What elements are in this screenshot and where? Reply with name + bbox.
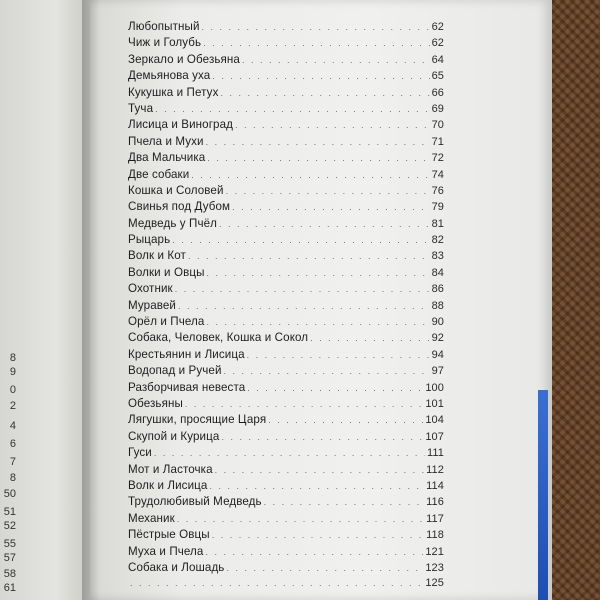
toc-entry bbox=[128, 331, 444, 347]
toc-entry bbox=[128, 53, 444, 69]
toc-dot-leader bbox=[191, 170, 429, 180]
toc-entry bbox=[128, 413, 444, 429]
toc-entry-page: 83 bbox=[431, 250, 444, 263]
toc-dot-leader bbox=[155, 104, 429, 114]
toc-entry-title: Муха и Пчела bbox=[128, 544, 204, 558]
toc-entry-title: Волк и Лисица bbox=[128, 478, 208, 492]
toc-entry-page: 62 bbox=[431, 37, 444, 50]
toc-entry bbox=[128, 168, 444, 184]
toc-dot-leader bbox=[232, 202, 429, 212]
toc-dot-leader bbox=[206, 137, 430, 147]
toc-entry-title: Зеркало и Обезьяна bbox=[128, 52, 240, 66]
left-page-number: 61 bbox=[3, 582, 16, 594]
toc-entry bbox=[128, 217, 444, 233]
toc-entry-title: Охотник bbox=[128, 282, 173, 296]
toc-entry-page: 81 bbox=[431, 217, 444, 230]
toc-dot-leader bbox=[130, 578, 423, 588]
toc-entry-page: 107 bbox=[425, 430, 444, 443]
toc-entry-page: 111 bbox=[426, 447, 444, 460]
toc-entry-title: Механик bbox=[128, 511, 175, 525]
toc-dot-leader bbox=[220, 88, 429, 98]
toc-dot-leader bbox=[242, 55, 430, 65]
book-gutter bbox=[82, 0, 100, 600]
toc-entry bbox=[128, 249, 444, 265]
toc-entry-page: 69 bbox=[431, 102, 444, 115]
toc-entry-page: 94 bbox=[431, 348, 444, 361]
toc-entry bbox=[128, 282, 444, 298]
toc-entry-title: Муравей bbox=[128, 298, 177, 312]
toc-dot-leader bbox=[207, 153, 429, 163]
toc-entry-title: Кошка и Соловей bbox=[128, 183, 224, 197]
table-of-contents bbox=[128, 20, 444, 594]
toc-entry-title: Медведь у Пчёл bbox=[128, 216, 217, 230]
toc-entry bbox=[128, 69, 444, 85]
toc-entry-page: 114 bbox=[426, 479, 444, 492]
toc-entry-title: Демьянова уха bbox=[128, 69, 211, 83]
toc-entry bbox=[128, 20, 444, 36]
left-page-number: 6 bbox=[9, 438, 16, 450]
left-page-number: 0 bbox=[9, 384, 16, 396]
toc-dot-leader bbox=[219, 219, 430, 229]
toc-entry bbox=[128, 561, 444, 577]
toc-dot-leader bbox=[226, 186, 430, 196]
toc-entry-page: 90 bbox=[431, 316, 444, 329]
left-page-number: 9 bbox=[9, 366, 16, 378]
toc-entry-page: 104 bbox=[425, 414, 444, 427]
toc-dot-leader bbox=[172, 235, 429, 245]
toc-entry bbox=[128, 266, 444, 282]
toc-entry-page: 62 bbox=[431, 21, 444, 33]
toc-entry-title: Пёстрые Овцы bbox=[128, 528, 210, 542]
toc-entry-page: 117 bbox=[426, 512, 444, 525]
toc-dot-leader bbox=[226, 563, 423, 573]
toc-entry-page: 121 bbox=[425, 545, 444, 558]
toc-dot-leader bbox=[209, 481, 424, 491]
toc-entry bbox=[128, 446, 444, 462]
toc-entry-title: Крестьянин и Лисица bbox=[128, 347, 245, 361]
toc-entry bbox=[128, 512, 444, 528]
left-page-number: 58 bbox=[3, 568, 16, 580]
toc-entry bbox=[128, 430, 444, 446]
toc-entry-page: 79 bbox=[431, 201, 444, 214]
toc-entry-title: Гуси bbox=[128, 446, 152, 460]
toc-entry-title: Разборчивая невеста bbox=[128, 380, 246, 394]
toc-dot-leader bbox=[188, 251, 430, 261]
toc-entry bbox=[128, 315, 444, 331]
toc-dot-leader bbox=[206, 317, 429, 327]
toc-dot-leader bbox=[185, 399, 423, 409]
toc-entry-page: 88 bbox=[431, 299, 444, 312]
toc-entry-title: Обезьяны bbox=[128, 396, 183, 410]
toc-entry bbox=[128, 397, 444, 413]
toc-entry-page: 65 bbox=[431, 70, 444, 83]
toc-dot-leader bbox=[247, 383, 423, 393]
toc-dot-leader bbox=[212, 71, 429, 81]
toc-entry-page: 97 bbox=[431, 365, 444, 378]
left-page-number: 57 bbox=[3, 552, 16, 564]
toc-entry-title: Волки и Овцы bbox=[128, 265, 205, 279]
toc-entry-page: 100 bbox=[425, 381, 444, 394]
toc-entry bbox=[128, 381, 444, 397]
left-page-number: 7 bbox=[9, 456, 16, 468]
toc-entry-title: Собака, Человек, Кошка и Сокол bbox=[128, 331, 309, 345]
toc-entry-page: 112 bbox=[426, 463, 444, 476]
toc-entry bbox=[128, 577, 444, 593]
toc-dot-leader bbox=[221, 432, 423, 442]
toc-entry bbox=[128, 118, 444, 134]
toc-dot-leader bbox=[235, 120, 430, 130]
toc-entry bbox=[128, 200, 444, 216]
toc-entry-page: 74 bbox=[431, 168, 444, 181]
toc-dot-leader bbox=[154, 448, 425, 458]
toc-entry bbox=[128, 364, 444, 380]
toc-entry-title: Свинья под Дубом bbox=[128, 200, 231, 214]
toc-entry bbox=[128, 86, 444, 102]
toc-entry bbox=[128, 184, 444, 200]
toc-dot-leader bbox=[177, 514, 424, 524]
toc-entry-title: Волк и Кот bbox=[128, 249, 186, 263]
toc-dot-leader bbox=[203, 38, 429, 48]
toc-entry-page: 84 bbox=[431, 266, 444, 279]
left-page-number: 50 bbox=[3, 488, 16, 500]
toc-entry-page: 71 bbox=[431, 135, 444, 148]
toc-entry-page: 64 bbox=[431, 53, 444, 66]
toc-entry bbox=[128, 151, 444, 167]
left-page-number: 8 bbox=[9, 352, 16, 364]
toc-entry bbox=[128, 36, 444, 52]
toc-entry-title: Любопытный bbox=[128, 20, 200, 33]
left-page bbox=[0, 0, 92, 600]
toc-entry-page: 66 bbox=[431, 86, 444, 99]
toc-entry-title: Туча bbox=[128, 101, 154, 115]
toc-dot-leader bbox=[247, 350, 430, 360]
toc-entry-title: Трудолюбивый Медведь bbox=[128, 495, 262, 509]
toc-dot-leader bbox=[205, 547, 423, 557]
fabric-background bbox=[545, 0, 600, 600]
left-page-number: 51 bbox=[3, 506, 16, 518]
toc-entry-title: Два Мальчика bbox=[128, 151, 206, 165]
toc-entry bbox=[128, 463, 444, 479]
toc-entry-title: Лисица и Виноград bbox=[128, 118, 234, 132]
left-page-number: 52 bbox=[3, 520, 16, 532]
toc-entry-page: 101 bbox=[425, 397, 444, 410]
toc-dot-leader bbox=[224, 366, 430, 376]
toc-dot-leader bbox=[178, 301, 430, 311]
toc-entry-title: Водопад и Ручей bbox=[128, 364, 222, 378]
toc-entry-title: Пчела и Мухи bbox=[128, 134, 204, 148]
toc-entry-title: Собака и Лошадь bbox=[128, 560, 225, 574]
toc-entry-title: Рыцарь bbox=[128, 233, 171, 247]
toc-dot-leader bbox=[215, 465, 425, 475]
toc-entry-title: Чиж и Голубь bbox=[128, 36, 202, 50]
left-page-number: 4 bbox=[9, 420, 16, 432]
toc-entry-title: Кукушка и Петух bbox=[128, 85, 219, 99]
toc-dot-leader bbox=[175, 284, 430, 294]
toc-entry-page: 72 bbox=[431, 152, 444, 165]
toc-entry bbox=[128, 135, 444, 151]
toc-dot-leader bbox=[202, 22, 430, 32]
toc-dot-leader bbox=[212, 530, 424, 540]
toc-entry bbox=[128, 479, 444, 495]
blue-cover-edge bbox=[538, 390, 548, 600]
toc-entry-page: 86 bbox=[431, 283, 444, 296]
toc-entry-page: 123 bbox=[425, 561, 444, 574]
toc-entry-page: 70 bbox=[431, 119, 444, 132]
toc-entry-title: Две собаки bbox=[128, 167, 190, 181]
toc-entry-title: Лягушки, просящие Царя bbox=[128, 413, 267, 427]
toc-dot-leader bbox=[310, 333, 429, 343]
toc-entry-page: 92 bbox=[431, 332, 444, 345]
left-page-number: 55 bbox=[3, 538, 16, 550]
toc-entry bbox=[128, 495, 444, 511]
toc-entry bbox=[128, 102, 444, 118]
toc-entry-title: Орёл и Пчела bbox=[128, 315, 205, 329]
toc-dot-leader bbox=[264, 497, 424, 507]
toc-entry bbox=[128, 348, 444, 364]
toc-dot-leader bbox=[268, 415, 423, 425]
toc-entry bbox=[128, 233, 444, 249]
toc-entry bbox=[128, 545, 444, 561]
toc-entry-page: 82 bbox=[431, 234, 444, 247]
toc-entry-page: 76 bbox=[431, 184, 444, 197]
toc-entry-page: 116 bbox=[426, 496, 444, 509]
toc-entry bbox=[128, 299, 444, 315]
left-page-number: 2 bbox=[9, 400, 16, 412]
toc-entry-title: Мот и Ласточка bbox=[128, 462, 213, 476]
left-page-number: 8 bbox=[9, 472, 16, 484]
toc-entry-title: Скупой и Курица bbox=[128, 429, 220, 443]
toc-entry-page: 118 bbox=[426, 529, 444, 542]
toc-entry-page: 125 bbox=[425, 577, 444, 590]
toc-dot-leader bbox=[207, 268, 430, 278]
toc-entry bbox=[128, 528, 444, 544]
